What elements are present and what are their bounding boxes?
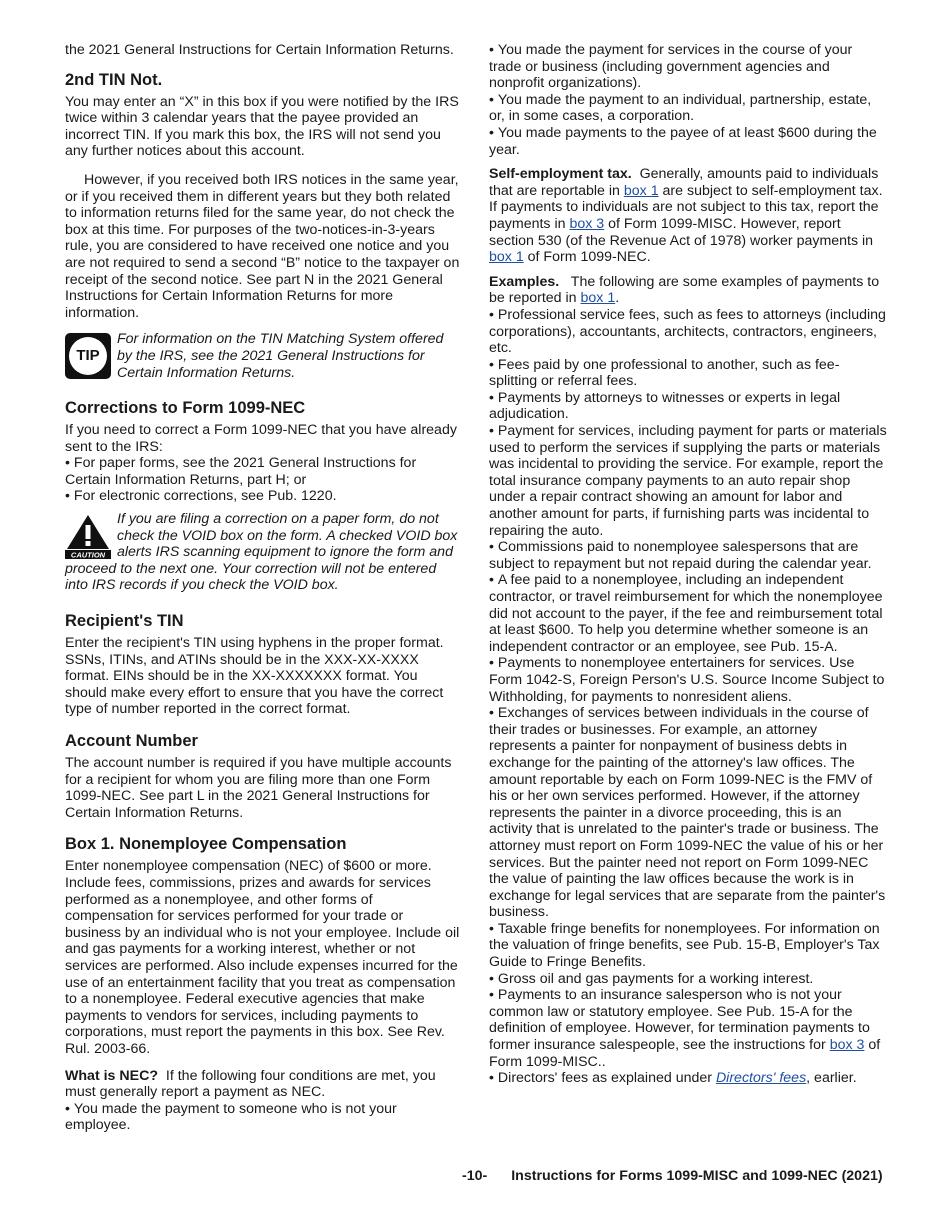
account-number-paragraph: The account number is required if you have multiple accounts for a recipient for whom you are filing more than one Form 1099-NEC. See part L in the 2021 General Instructions for Certain Information Returns.	[65, 755, 452, 821]
box3-link[interactable]: box 3	[829, 1037, 865, 1054]
caution-note	[65, 511, 460, 594]
list-item: • Commissions paid to nonemployee salespersons that are subject to repayment but not repaid during the calendar year.	[489, 539, 887, 572]
list-item: • Gross oil and gas payments for a working interest.	[489, 971, 887, 988]
list-item: • Payment for services, including payment for parts or materials used to perform the services if supplying the parts or materials was incidental to providing the service. For example, report the total insurance company payments to an auto repair shop under a repair contract showing an amount for labor and another amount for parts, if furnishing parts was incidental to repairing the auto.	[489, 423, 887, 539]
page-footer	[462, 1168, 883, 1185]
box1-paragraph: Enter nonemployee compensation (NEC) of $600 or more. Include fees, commissions, prizes and awards for services performed as a nonemployee, and other forms of compensation for services performed for your trade or business by an individual who is not your employee. Include oil and gas payments for a working interest, whether or not services are performed. Also include expenses incurred for the use of an entertainment facility that you treat as compensation to a nonemployee. Federal executive agencies that make payments to vendors for services, including payments to corporations, must report the payments in this box. See Rev. Rul. 2003-66.	[65, 858, 460, 1057]
list-item: • Payments by attorneys to witnesses or experts in legal adjudication.	[489, 390, 887, 423]
list-item: • A fee paid to a nonemployee, including an independent contractor, or travel reimbursement for which the nonemployee did not account to the payer, if the fee and reimbursement total at least $600. To help you determine whether someone is an independent contractor or an employee, see Pub. 15-A.	[489, 572, 887, 655]
list-item: • Taxable fringe benefits for nonemployees. For information on the valuation of fringe benefits, see Pub. 15-B, Employer's Tax Guide to Fringe Benefits.	[489, 921, 887, 971]
tin-not-paragraph: You may enter an “X” in this box if you were notified by the IRS twice within 3 calendar years that the payee provided an incorrect TIN. If you mark this box, the IRS will not send you any further notices about this account.	[65, 93, 459, 160]
tin-not-heading: 2nd TIN Not.	[65, 70, 163, 89]
tip-label: TIP	[69, 337, 107, 375]
corrections-heading: Corrections to Form 1099-NEC	[65, 399, 306, 418]
box1-link[interactable]: box 1	[623, 182, 659, 199]
list-item: • You made payments to the payee of at least $600 during the year.	[489, 125, 887, 158]
list-item: • You made the payment for services in the course of your trade or business (including government agencies and nonprofit organizations).	[489, 42, 887, 92]
box3-link[interactable]: box 3	[569, 215, 605, 232]
list-item: • Payments to nonemployee entertainers for services. Use Form 1042-S, Foreign Person's U.S. Source Income Subject to Withholding, for payments to nonresident aliens.	[489, 655, 887, 705]
directors-fees-link[interactable]: Directors' fees	[715, 1070, 807, 1087]
corrections-paragraph: If you need to correct a Form 1099-NEC that you have already sent to the IRS:	[65, 422, 457, 455]
list-item: • For paper forms, see the 2021 General Instructions for Certain Information Returns, part H; or	[65, 455, 460, 488]
caution-text: If you are filing a correction on a paper form, do not check the VOID box on the form. A checked VOID box alerts IRS scanning equipment to ignore the form and proceed to the next one. Your correction will not be entered into IRS records if you check the VOID box.	[65, 511, 458, 594]
page-number: -10-	[462, 1168, 488, 1184]
list-item: • Exchanges of services between individuals in the course of their trades or businesses. For example, an attorney represents a painter for nonpayment of business debts in exchange for the painting of the attorney's law offices. The amount reportable by each on Form 1099-NEC is the FMV of his or her own services performed. However, if the attorney represents the painter in a divorce proceeding, this is an activity that is unrelated to the painter's trade or business. The attorney must report on Form 1099-NEC the value of his or her services. But the painter need not report on Form 1099-NEC the value of painting the law offices because the work is in exchange for legal services that are separate from the painter's business.	[489, 705, 887, 921]
list-item: • You made the payment to someone who is not your employee.	[65, 1101, 460, 1134]
list-item: • You made the payment to an individual, partnership, estate, or, in some cases, a corporation.	[489, 92, 887, 125]
list-item: • Professional service fees, such as fees to attorneys (including corporations), accountants, architects, contractors, engineers, etc.	[489, 307, 887, 357]
list-item: • Fees paid by one professional to another, such as fee-splitting or referral fees.	[489, 357, 887, 390]
list-item: • Directors' fees as explained under Directors' fees, earlier.	[489, 1070, 887, 1087]
list-item: • Payments to an insurance salesperson who is not your common law or statutory employee. See Pub. 15-A for the definition of employee. However, for termination payments to former insurance salespeople, see the instructions for box 3 of Form 1099-MISC..	[489, 987, 887, 1070]
box1-heading: Box 1. Nonemployee Compensation	[65, 835, 347, 854]
tip-note	[65, 331, 460, 381]
list-item: • For electronic corrections, see Pub. 1220.	[65, 488, 460, 505]
recipient-tin-paragraph: Enter the recipient's TIN using hyphens in the proper format. SSNs, ITINs, and ATINs should be in the XXX-XX-XXXX format. EINs should be in the XX-XXXXXXX format. You should make every effort to ensure that you have the correct type of number reported in the correct format.	[65, 635, 444, 718]
box1-link[interactable]: box 1	[489, 249, 524, 266]
recipient-tin-heading: Recipient's TIN	[65, 612, 184, 631]
tin-not-paragraph-2: However, if you received both IRS notices in the same year, or if you received them in different years but they both related to information returns filed for the same year, do not check the box at this time. For purposes of the two-notices-in-3-years rule, you are considered to have received one notice and you are not required to send a second “B” notice to the taxpayer on receipt of the second notice. See part N in the 2021 General Instructions for Certain Information Returns for more information.	[65, 171, 460, 321]
footer-title: Instructions for Forms 1099-MISC and 1099-NEC (2021)	[511, 1168, 883, 1184]
se-label: Self-employment tax.	[489, 166, 632, 183]
account-number-heading: Account Number	[65, 732, 198, 750]
box1-link[interactable]: box 1	[580, 290, 616, 307]
tip-text: For information on the TIN Matching System offered by the IRS, see the 2021 General Instructions for Certain Information Returns.	[117, 331, 444, 381]
examples-label: Examples.	[489, 273, 560, 290]
nec-text: If the following four conditions are met, you must generally report a payment as NEC.	[65, 1067, 436, 1101]
examples-paragraph: Examples. The following are some examples of payments to be reported in box 1.	[489, 273, 880, 307]
caution-label: CAUTION	[70, 550, 106, 560]
tip-icon	[65, 333, 111, 379]
nec-label: What is NEC?	[65, 1067, 159, 1084]
left-column	[65, 42, 460, 1134]
caution-icon	[65, 513, 111, 559]
intro-text: the 2021 General Instructions for Certain Information Returns.	[65, 42, 454, 58]
nec-paragraph	[65, 1068, 460, 1101]
self-employment-paragraph: Self-employment tax. Generally, amounts paid to individuals that are reportable in box 1 are subject to self-employment tax. If payments to individuals are not subject to this tax, report the payments in box 3 of Form 1099-MISC. However, report section 530 (of the Revenue Act of 1978) worker payments in box 1 of Form 1099-NEC.	[489, 166, 883, 266]
right-column	[489, 42, 887, 1087]
